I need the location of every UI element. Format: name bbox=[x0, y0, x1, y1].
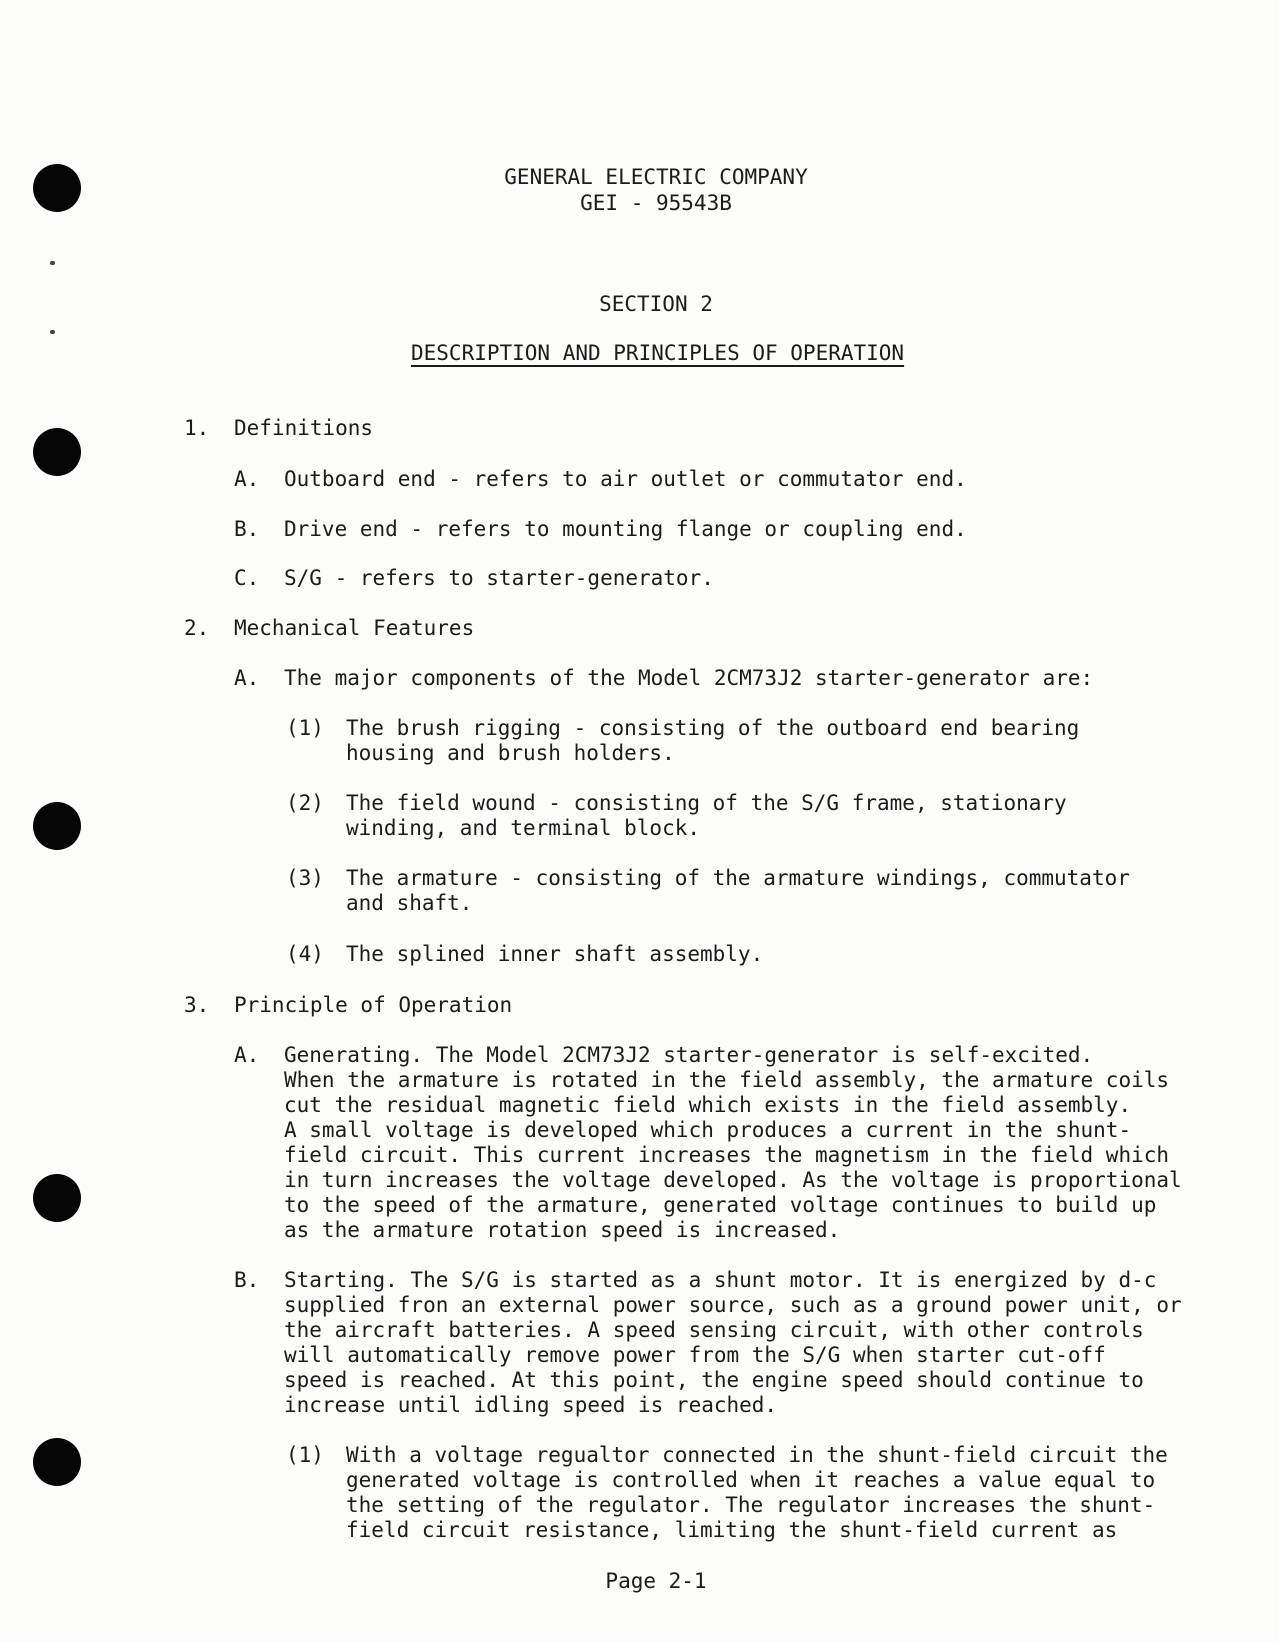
section-heading: Principle of Operation bbox=[234, 993, 513, 1017]
subitem-text: With a voltage regualtor connected in the shunt-field circuit the generated voltage is controlled when it reaches a value equal to the setting of the regulator. The regulator increases the shunt- field circuit resistance, limiting the shunt-field current as bbox=[346, 1443, 1168, 1542]
item-label: B. bbox=[234, 517, 260, 541]
item-text: The major components of the Model 2CM73J2 starter-generator are: bbox=[284, 666, 1094, 690]
punch-hole bbox=[33, 802, 81, 850]
subitem-label: (4) bbox=[286, 942, 324, 966]
subitem-label: (1) bbox=[286, 716, 324, 740]
scan-speck bbox=[50, 261, 55, 265]
punch-hole bbox=[33, 1174, 81, 1222]
item-label: A. bbox=[234, 666, 260, 690]
subitem-text: The field wound - consisting of the S/G frame, stationary winding, and terminal block. bbox=[346, 791, 1067, 840]
scan-speck bbox=[50, 330, 55, 334]
item-label: A. bbox=[234, 467, 260, 491]
subitem-label: (3) bbox=[286, 866, 324, 890]
section-heading: Mechanical Features bbox=[234, 616, 475, 640]
document-number: GEI - 95543B bbox=[580, 191, 732, 215]
item-label: C. bbox=[234, 566, 260, 590]
page-number: Page 2-1 bbox=[605, 1569, 707, 1593]
section-label: SECTION 2 bbox=[599, 292, 713, 316]
subitem-text: The splined inner shaft assembly. bbox=[346, 942, 764, 966]
page-title: DESCRIPTION AND PRINCIPLES OF OPERATION bbox=[411, 341, 905, 365]
subitem-text: The armature - consisting of the armature windings, commutator and shaft. bbox=[346, 866, 1130, 915]
item-text: Drive end - refers to mounting flange or coupling end. bbox=[284, 517, 967, 541]
item-label: A. bbox=[234, 1043, 260, 1067]
item-text: S/G - refers to starter-generator. bbox=[284, 566, 714, 590]
subitem-text: The brush rigging - consisting of the outboard end bearing housing and brush holders. bbox=[346, 716, 1080, 765]
punch-hole bbox=[33, 1438, 81, 1486]
company-name: GENERAL ELECTRIC COMPANY bbox=[504, 165, 808, 189]
punch-hole bbox=[33, 428, 81, 476]
item-text: Outboard end - refers to air outlet or commutator end. bbox=[284, 467, 967, 491]
subitem-label: (2) bbox=[286, 791, 324, 815]
section-heading: Definitions bbox=[234, 416, 374, 440]
item-text: Generating. The Model 2CM73J2 starter-generator is self-excited. When the armature is rotated in the field assembly, the armature coils cut the residual magnetic field which exists in the field assembly. A small voltage is developed which produces a current in the shunt- field circuit. This current increases the magnetism in the field which in turn increases the voltage developed. As the voltage is proportional to the speed of the armature, generated voltage continues to build up as the armature rotation speed is increased. bbox=[284, 1043, 1182, 1242]
section-number: 1. bbox=[184, 416, 210, 440]
section-number: 2. bbox=[184, 616, 210, 640]
item-label: B. bbox=[234, 1268, 260, 1292]
section-number: 3. bbox=[184, 993, 210, 1017]
subitem-label: (1) bbox=[286, 1443, 324, 1467]
item-text: Starting. The S/G is started as a shunt motor. It is energized by d-c supplied fron an external power source, such as a ground power unit, or the aircraft batteries. A speed sensing circuit, with other controls will automatically remove power from the S/G when starter cut-off speed is reached. At this point, the engine speed should continue to increase until idling speed is reached. bbox=[284, 1268, 1182, 1417]
